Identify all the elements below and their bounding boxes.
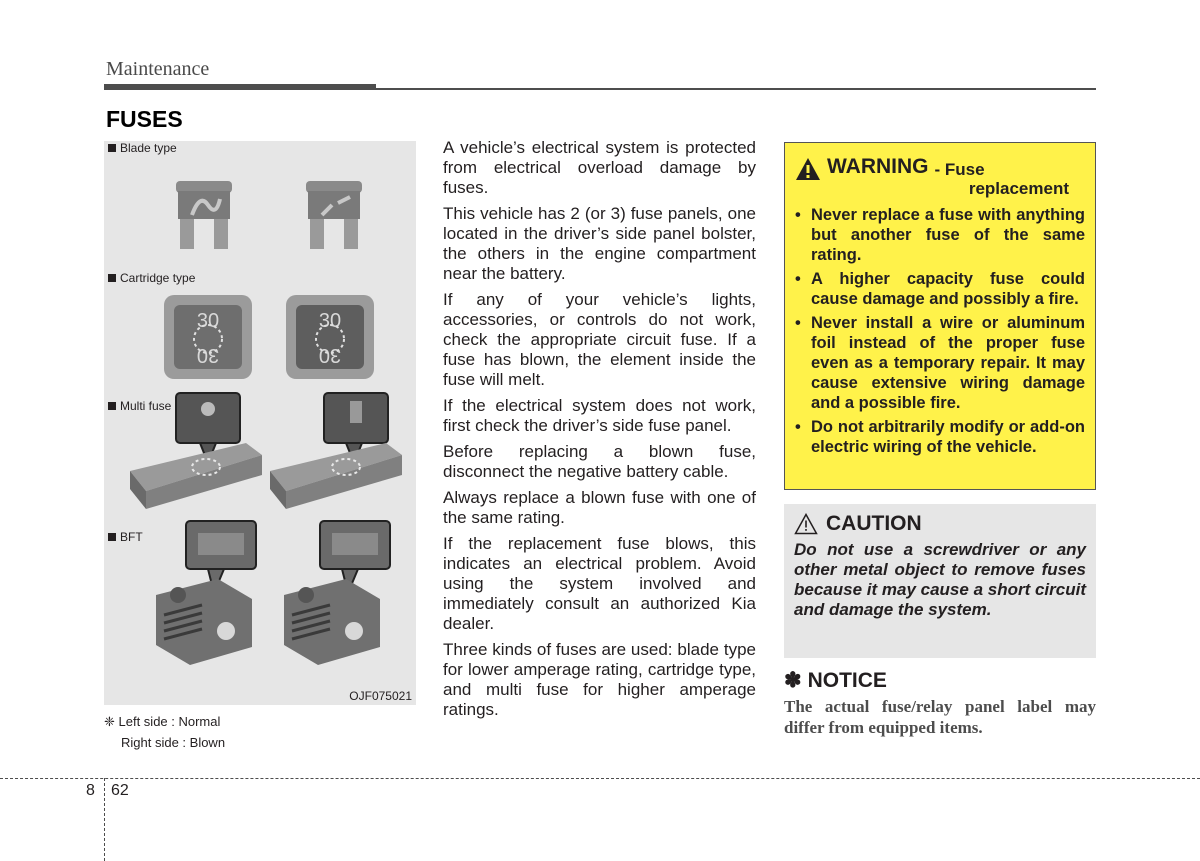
footer-rule	[0, 778, 1200, 779]
footer-divider	[104, 778, 105, 861]
svg-text:30: 30	[196, 310, 220, 332]
figure-note-line1: ❈ Left side : Normal	[104, 714, 221, 729]
warning-item: • A higher capacity fuse could cause damage and possibly a fire.	[795, 269, 1085, 309]
body-paragraph: A vehicle’s electrical system is protected from electrical overload damage by fuses.	[443, 138, 756, 197]
figure-note-line2: Right side : Blown	[121, 735, 226, 750]
body-paragraph: This vehicle has 2 (or 3) fuse panels, one located in the driver’s side panel bolster, the others in the engine compartment near the battery.	[443, 204, 756, 283]
svg-text:30: 30	[318, 344, 342, 366]
body-paragraph: If the replacement fuse blows, this indicates an electrical problem. Avoid using the system involved and immediately consult an authorized Kia dealer.	[443, 534, 756, 633]
figure-label-multi: Multi fuse	[108, 399, 171, 413]
body-paragraph: If any of your vehicle’s lights, accessories, or controls do not work, check the appropriate circuit fuse. If a fuse has blown, the element inside the fuse will melt.	[443, 290, 756, 389]
warning-box	[784, 142, 1096, 490]
square-bullet-icon	[108, 274, 116, 282]
multi-fuse-blown-image	[266, 391, 408, 517]
square-bullet-icon	[108, 402, 116, 410]
figure-note	[104, 711, 225, 753]
square-bullet-icon	[108, 533, 116, 541]
header-rule	[376, 88, 1096, 90]
warning-item: • Never install a wire or aluminum foil instead of the proper fuse even as a temporary repair. It may cause extensive wiring damage and a possible fire.	[795, 313, 1085, 413]
fuse-types-figure	[104, 141, 416, 705]
cartridge-fuse-normal-image	[160, 293, 256, 383]
square-bullet-icon	[108, 144, 116, 152]
body-paragraph: Before replacing a blown fuse, disconnect the negative battery cable.	[443, 442, 756, 481]
svg-text:30: 30	[196, 344, 220, 366]
caution-box	[784, 504, 1096, 658]
caution-triangle-icon	[794, 513, 818, 535]
warning-item: • Never replace a fuse with anything but another fuse of the same rating.	[795, 205, 1085, 265]
warning-item: • Do not arbitrarily modify or add-on electric wiring of the vehicle.	[795, 417, 1085, 457]
blade-fuse-normal-image	[164, 177, 244, 257]
figure-label-bft: BFT	[108, 530, 143, 544]
body-text	[443, 138, 756, 726]
caution-text: Do not use a screwdriver or any other metal object to remove fuses because it may cause a short circuit and damage the system.	[794, 540, 1086, 619]
section-title: FUSES	[106, 106, 183, 132]
body-paragraph: Three kinds of fuses are used: blade type for lower amperage rating, cartridge type, and multi fuse for higher amperage ratings.	[443, 640, 756, 719]
warning-subtitle-a: - Fuse	[934, 160, 985, 179]
figure-code: OJF075021	[349, 689, 412, 703]
blade-fuse-blown-image	[294, 177, 374, 257]
page-number: 62	[111, 782, 129, 799]
notice-heading	[784, 668, 887, 693]
cartridge-fuse-blown-image	[282, 293, 378, 383]
warning-subtitle-b: replacement	[968, 179, 1069, 198]
notice-star-icon: ✽	[784, 669, 802, 692]
caution-heading	[794, 512, 1086, 536]
body-paragraph: If the electrical system does not work, first check the driver’s side fuse panel.	[443, 396, 756, 435]
warning-heading	[795, 155, 1085, 181]
svg-text:30: 30	[318, 310, 342, 332]
notice-text: The actual fuse/relay panel label may differ from equipped items.	[784, 697, 1096, 737]
warning-list	[795, 205, 1085, 457]
multi-fuse-normal-image	[126, 391, 268, 517]
warning-triangle-icon	[795, 157, 821, 181]
page-chapter: 8	[86, 782, 95, 799]
caution-word: CAUTION	[826, 512, 922, 535]
bft-blown-image	[272, 519, 392, 669]
notice-word: NOTICE	[807, 668, 887, 692]
bft-normal-image	[144, 519, 264, 669]
figure-label-blade: Blade type	[108, 141, 177, 155]
body-paragraph: Always replace a blown fuse with one of the same rating.	[443, 488, 756, 527]
header-bar	[104, 84, 376, 90]
warning-word: WARNING	[827, 155, 929, 178]
running-header: Maintenance	[106, 58, 210, 80]
figure-label-cartridge: Cartridge type	[108, 271, 195, 285]
